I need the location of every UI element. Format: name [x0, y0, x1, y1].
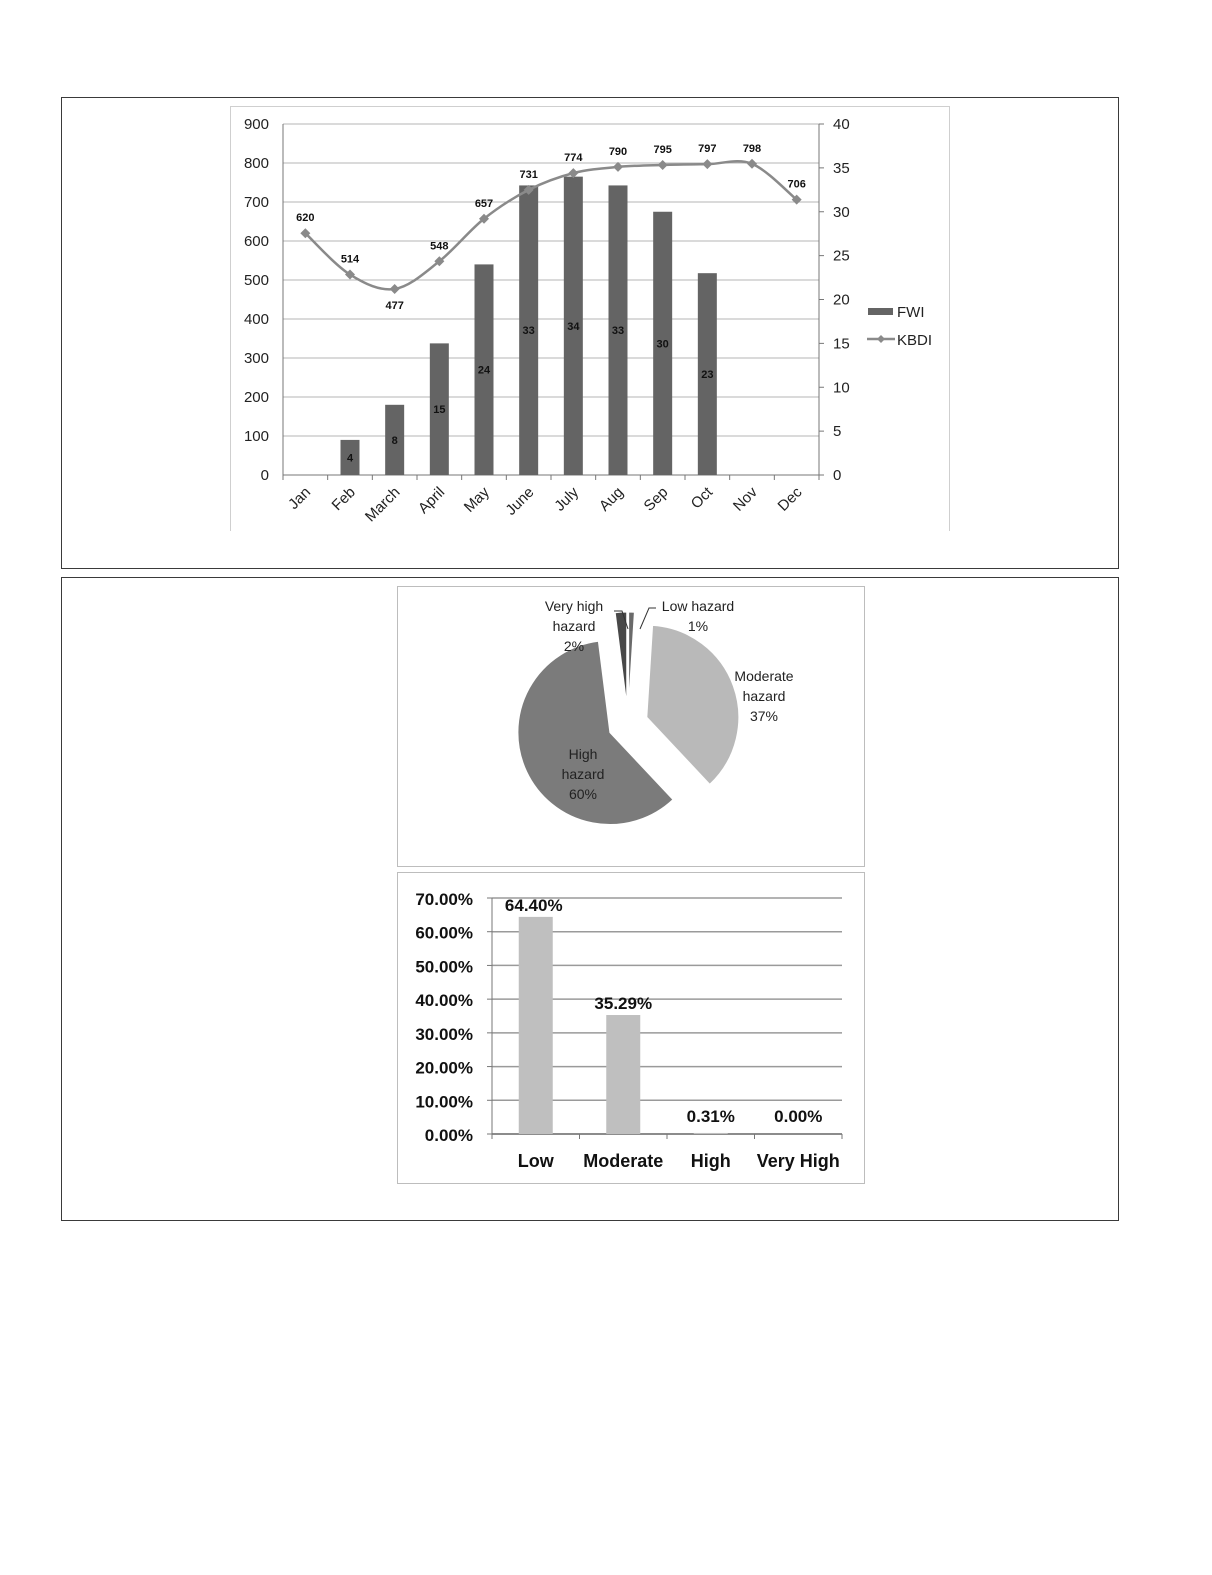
hazard-bar-chart: [397, 872, 865, 1184]
kbdi-data-label: 514: [340, 253, 360, 266]
hazard-bar: [606, 1015, 640, 1134]
kbdi-data-label: 706: [787, 178, 806, 191]
fwi-data-label: 34: [567, 320, 580, 333]
x-tick-label: Feb: [328, 483, 359, 515]
pie-slice-label: 2%: [563, 638, 585, 654]
kbdi-point: [702, 159, 712, 169]
kbdi-line: [305, 161, 796, 289]
y-tick-label: 100: [243, 428, 269, 445]
y2-tick-label: 15: [833, 335, 850, 353]
x-tick-label: June: [502, 483, 538, 519]
hazard-pie-chart: [397, 586, 865, 867]
y-tick-label: 10.00%: [415, 1092, 473, 1112]
kbdi-data-label: 477: [385, 299, 404, 312]
y2-tick-label: 35: [833, 159, 850, 177]
y-tick-label: 800: [243, 155, 269, 172]
pie-slice: [615, 612, 627, 704]
hazard-pie-chart-svg: [398, 587, 866, 868]
pie-slice-label: 37%: [749, 708, 779, 724]
pie-slice: [647, 625, 739, 784]
pie-slice-label: hazard: [561, 766, 605, 782]
y2-tick-label: 20: [833, 291, 850, 309]
y-tick-label: 0: [260, 467, 269, 484]
fwi-data-label: 24: [477, 364, 491, 377]
kbdi-point: [747, 159, 757, 169]
y-tick-label: 30.00%: [415, 1024, 473, 1044]
y-tick-label: 400: [243, 311, 269, 328]
kbdi-data-label: 620: [296, 212, 315, 225]
legend-kbdi-label: KBDI: [897, 332, 933, 349]
fwi-kbdi-chart-svg: [231, 107, 951, 532]
fwi-data-label: 33: [522, 325, 535, 338]
fwi-data-label: 23: [701, 369, 714, 382]
y-tick-label: 300: [243, 350, 269, 367]
y2-tick-label: 10: [833, 379, 850, 397]
kbdi-data-label: 795: [653, 143, 672, 156]
y2-tick-label: 25: [833, 247, 850, 265]
x-tick-label: July: [551, 483, 583, 515]
bar-data-label: 0.31%: [686, 1107, 735, 1126]
bar-data-label: 0.00%: [774, 1107, 823, 1126]
pie-slice-label: hazard: [742, 688, 786, 704]
x-tick-label: April: [414, 483, 449, 518]
fwi-data-label: 8: [391, 434, 398, 447]
y-tick-label: 60.00%: [415, 923, 473, 943]
x-tick-label: Aug: [595, 483, 627, 515]
y-tick-label: 500: [243, 272, 269, 289]
x-tick-label: Low: [517, 1151, 554, 1171]
y-tick-label: 70.00%: [415, 890, 473, 909]
hazard-bar: [519, 917, 553, 1134]
kbdi-point: [568, 168, 578, 178]
pie-slice-label: 60%: [568, 786, 598, 802]
kbdi-data-label: 657: [474, 197, 494, 210]
pie-slice-label: High: [568, 746, 598, 762]
pie-slice: [629, 612, 635, 704]
y-tick-label: 900: [243, 116, 269, 133]
y2-tick-label: 0: [833, 467, 842, 484]
hazard-bar-chart-svg: [398, 873, 866, 1185]
legend-fwi-swatch: [868, 308, 893, 315]
x-tick-label: Sep: [640, 483, 672, 515]
top-figure-panel: [61, 97, 1119, 569]
x-tick-label: March: [361, 483, 404, 526]
kbdi-data-label: 798: [742, 142, 762, 155]
pie-slice-label: Moderate: [734, 668, 794, 684]
pie-slice-label: Low hazard: [661, 598, 735, 614]
fwi-data-label: 33: [611, 325, 625, 338]
kbdi-data-label: 797: [698, 143, 717, 156]
pie-slice-label: Very high: [544, 598, 604, 614]
legend-fwi-label: FWI: [897, 304, 925, 321]
y-tick-label: 700: [243, 194, 269, 211]
x-tick-label: Moderate: [583, 1151, 664, 1171]
y-tick-label: 600: [243, 233, 269, 250]
kbdi-data-label: 731: [519, 168, 538, 181]
x-tick-label: May: [460, 483, 493, 516]
y2-tick-label: 40: [833, 116, 850, 133]
legend-kbdi-marker: [877, 335, 885, 343]
kbdi-data-label: 774: [564, 152, 583, 165]
kbdi-data-label: 790: [608, 145, 628, 158]
y2-tick-label: 5: [833, 423, 842, 441]
bar-data-label: 64.40%: [504, 895, 563, 915]
y-tick-label: 50.00%: [415, 957, 473, 977]
x-tick-label: High: [690, 1151, 731, 1171]
y-tick-label: 200: [243, 389, 269, 406]
fwi-data-label: 30: [656, 338, 669, 351]
kbdi-data-label: 548: [430, 240, 449, 253]
y-tick-label: 0.00%: [424, 1126, 473, 1145]
bar-data-label: 35.29%: [594, 994, 653, 1014]
bottom-figure-panel: [61, 577, 1119, 1221]
y-tick-label: 20.00%: [415, 1058, 473, 1078]
fwi-data-label: 4: [346, 452, 354, 465]
kbdi-point: [658, 160, 668, 170]
y2-tick-label: 30: [833, 203, 850, 221]
y-tick-label: 40.00%: [415, 991, 473, 1011]
x-tick-label: Nov: [729, 483, 761, 515]
kbdi-point: [390, 284, 400, 294]
x-tick-label: Very High: [756, 1151, 840, 1171]
pie-slice-label: 1%: [687, 618, 709, 634]
pie-slice-label: hazard: [552, 618, 596, 634]
x-tick-label: Jan: [285, 483, 315, 513]
fwi-kbdi-chart: [230, 106, 950, 531]
x-tick-label: Dec: [774, 483, 806, 515]
x-tick-label: Oct: [687, 483, 717, 513]
fwi-data-label: 15: [433, 404, 446, 417]
hazard-bar: [694, 1133, 728, 1134]
